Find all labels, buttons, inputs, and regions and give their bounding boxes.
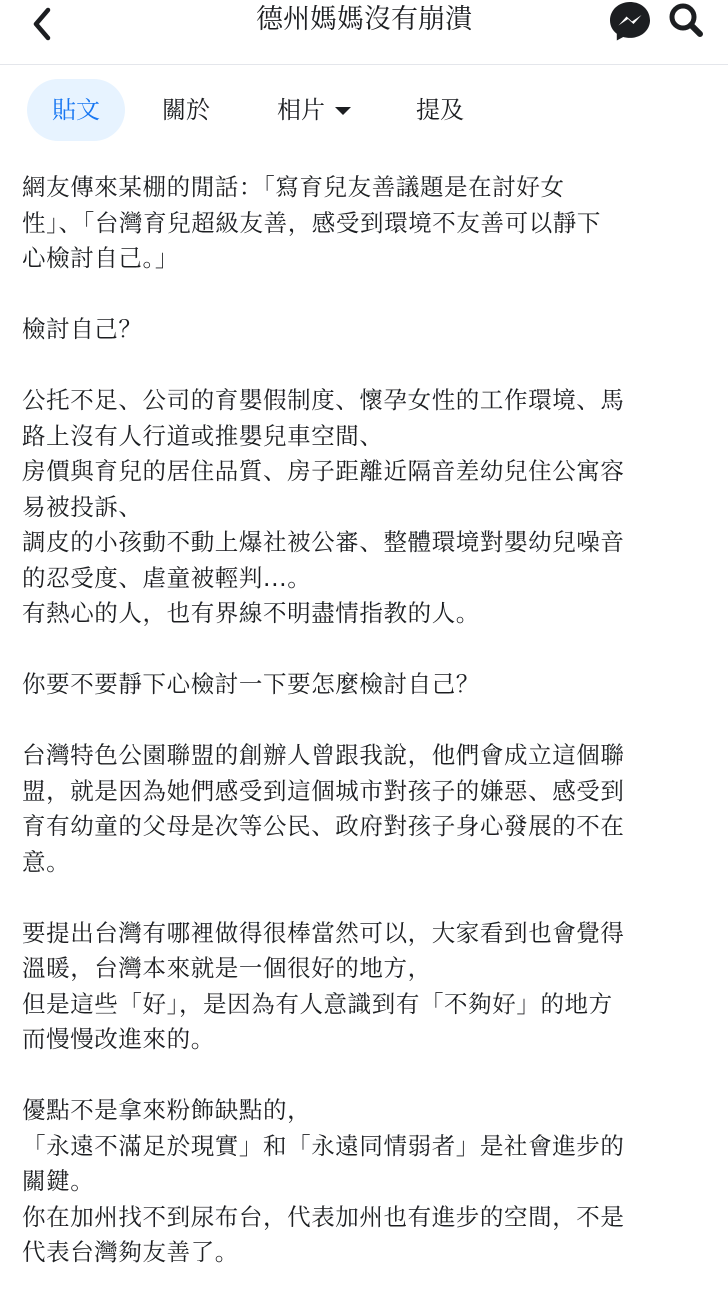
post-paragraph bbox=[22, 312, 712, 348]
search-icon bbox=[664, 0, 708, 42]
tab-photos[interactable] bbox=[262, 79, 366, 141]
post-text-line: 而慢慢改進來的。 bbox=[22, 1025, 215, 1053]
post-paragraph bbox=[22, 383, 712, 632]
post-text-line: 檢討自己？ bbox=[22, 315, 143, 343]
tab-mentions[interactable]: 提及 bbox=[416, 96, 464, 124]
messenger-button[interactable] bbox=[608, 0, 652, 42]
tab-about[interactable]: 關於 bbox=[162, 96, 210, 124]
post-text-line: 網友傳來某棚的閒話：「寫育兒友善議題是在討好女 bbox=[22, 173, 565, 201]
page-title: 德州媽媽沒有崩潰 bbox=[256, 4, 472, 35]
post-text-line: 性」、「台灣育兒超級友善，感受到環境不友善可以靜下 bbox=[22, 208, 601, 237]
caret-down-icon bbox=[335, 107, 351, 115]
post-text-line: 的忍受度、虐童被輕判...。 bbox=[22, 563, 312, 592]
messenger-icon bbox=[608, 0, 652, 42]
post-paragraph bbox=[22, 170, 712, 277]
post-text-line: 關鍵。 bbox=[22, 1167, 95, 1195]
post-paragraph bbox=[22, 738, 712, 880]
post-text-line: 心檢討自己。」 bbox=[22, 244, 179, 272]
post-text-line: 房價與育兒的居住品質、房子距離近隔音差幼兒住公寓容 bbox=[22, 457, 625, 485]
top-bar bbox=[0, 0, 728, 65]
post-text-line: 意。 bbox=[22, 847, 71, 876]
post-text-line: 代表台灣夠友善了。 bbox=[22, 1238, 239, 1266]
post-text-line: 台灣特色公園聯盟的創辦人曾跟我說，他們會成立這個聯 bbox=[22, 741, 625, 769]
post-text-line: 你在加州找不到尿布台，代表加州也有進步的空間，不是 bbox=[22, 1202, 625, 1231]
profile-tabs bbox=[0, 65, 728, 155]
post-text-line: 易被投訴、 bbox=[22, 492, 143, 521]
post-text-line: 溫暖，台灣本來就是一個很好的地方， bbox=[22, 954, 432, 982]
post-paragraph bbox=[22, 1093, 712, 1271]
post-text-line: 公托不足、公司的育嬰假制度、懷孕女性的工作環境、馬 bbox=[22, 386, 625, 414]
tab-photos-label: 相片 bbox=[277, 96, 325, 124]
post-text-line: 但是這些「好」，是因為有人意識到有「不夠好」的地方 bbox=[22, 989, 613, 1018]
post-text-line: 育有幼童的父母是次等公民、政府對孩子身心發展的不在 bbox=[22, 812, 625, 840]
post-body bbox=[22, 170, 712, 1306]
search-button[interactable] bbox=[664, 0, 708, 42]
post-text-line: 有熱心的人，也有界線不明盡情指教的人。 bbox=[22, 599, 480, 627]
post-paragraph bbox=[22, 916, 712, 1058]
post-text-line: 調皮的小孩動不動上爆社被公審、整體環境對嬰幼兒噪音 bbox=[22, 528, 625, 556]
post-text-line: 路上沒有人行道或推嬰兒車空間、 bbox=[22, 421, 384, 450]
post-text-line: 「永遠不滿足於現實」和「永遠同情弱者」是社會進步的 bbox=[22, 1131, 625, 1160]
post-text-line: 優點不是拿來粉飾缺點的， bbox=[22, 1096, 312, 1124]
post-text-line: 你要不要靜下心檢討一下要怎麼檢討自己？ bbox=[22, 670, 480, 698]
post-paragraph bbox=[22, 667, 712, 703]
post-text-line: 盟，就是因為她們感受到這個城市對孩子的嫌惡、感受到 bbox=[22, 776, 625, 805]
tab-posts[interactable]: 貼文 bbox=[27, 79, 125, 141]
post-text-line: 要提出台灣有哪裡做得很棒當然可以，大家看到也會覺得 bbox=[22, 918, 625, 947]
